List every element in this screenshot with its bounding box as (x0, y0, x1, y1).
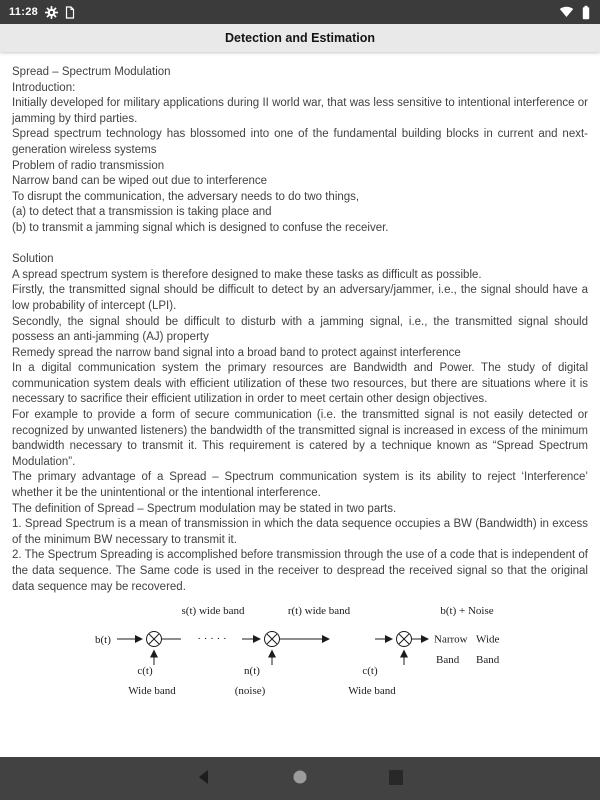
back-button[interactable] (186, 761, 222, 797)
recents-button[interactable] (378, 761, 414, 797)
tx-band-caption: Wide band (128, 685, 176, 698)
document-heading: Spread – Spectrum Modulation (12, 66, 171, 78)
paragraph: 1. Spread Spectrum is a mean of transmission in which the data sequence occupies a BW (Bandwidth) in excess of the minimum BW necessary to transmit it. (12, 518, 588, 546)
recents-icon (387, 768, 405, 790)
paragraph: Secondly, the signal should be difficult to disturb with a jamming signal, i.e., the transmitted signal should possess an anti-jamming (AJ) property (12, 315, 588, 344)
spread-signal-label: s(t) wide band (181, 605, 245, 618)
paragraph: Problem of radio transmission (12, 159, 165, 172)
battery-icon (581, 5, 591, 20)
status-time: 11:28 (9, 6, 39, 18)
input-signal-label: b(t) (95, 634, 111, 647)
paragraph: The primary advantage of a Spread – Spectrum communication system is its ability to reject ‘Interference’ whether it be the unintentional or the intentional interference. (12, 471, 588, 500)
noise-signal-label: n(t) (244, 665, 260, 678)
rx-code-label: c(t) (362, 665, 378, 678)
paragraph: Introduction: (12, 81, 76, 94)
app-bar (0, 24, 600, 52)
multiplier-icon (397, 632, 412, 647)
status-bar-left (9, 6, 75, 19)
gear-icon (45, 6, 58, 19)
paragraph: To disrupt the communication, the adversary needs to do two things, (12, 190, 360, 203)
paragraph-group (12, 252, 588, 595)
paragraph-group (12, 81, 588, 237)
paragraph: The definition of Spread – Spectrum modulation may be stated in two parts. (12, 502, 397, 515)
noise-caption: (noise) (234, 685, 266, 698)
paragraph: Narrow band can be wiped out due to interference (12, 175, 268, 188)
wide-band-label-line1: Wide (476, 633, 500, 646)
paragraph: In a digital communication system the primary resources are Bandwidth and Power. The study of digital communication system deals with efficient utilization of these two resources, but there are situations where it is necessary to sacrifice their efficient utilization in order to meet certain other design objectives. (12, 362, 588, 406)
narrow-band-label-line2: Band (436, 654, 460, 667)
paragraph: (a) to detect that a transmission is taking place and (12, 206, 272, 219)
paragraph: Initially developed for military applications during II world war, that was less sensitive to intentional interference or jamming by third parties. (12, 97, 588, 125)
back-icon (195, 768, 213, 789)
document-body (12, 81, 588, 596)
multiplier-icon (265, 632, 280, 647)
page-title: Detection and Estimation (224, 31, 376, 45)
rx-band-caption: Wide band (348, 685, 396, 698)
navigation-bar (0, 757, 600, 800)
tx-code-label: c(t) (137, 665, 153, 678)
channel-dots: · · · · · (197, 633, 227, 646)
paragraph: For example to provide a form of secure communication (i.e. the transmitted signal is not easily detected or recognized by unwanted listeners) the bandwidth of the transmitted signal is increased in excess of the minimum bandwidth necessary to transmit it. This requirement is catered by a technique known as “Spread Spectrum Modulation”. (12, 409, 588, 468)
paragraph: 2. The Spectrum Spreading is accomplished before transmission through the use of a code that is independent of the data sequence. The Same code is used in the receiver to despread the received signal so that the original data sequence may be recovered. (12, 549, 588, 593)
status-bar (0, 0, 600, 24)
wide-band-label-line2: Band (476, 654, 500, 667)
paragraph: (b) to transmit a jamming signal which is designed to confuse the receiver. (12, 221, 389, 234)
received-signal-label: r(t) wide band (287, 605, 351, 618)
multiplier-icon (147, 632, 162, 647)
paragraph: Firstly, the transmitted signal should be difficult to detect by an adversary/jammer, i.e., the signal should have a low probability of intercept (LPI). (12, 284, 588, 312)
paragraph: A spread spectrum system is therefore designed to make these tasks as difficult as possible. (12, 268, 482, 281)
document-icon (65, 6, 75, 19)
status-bar-right (559, 5, 591, 20)
home-button[interactable] (282, 761, 318, 797)
paragraph: Spread spectrum technology has blossomed into one of the fundamental building blocks in current and next-generation wireless systems (12, 128, 588, 156)
paragraph: Solution (12, 253, 54, 266)
wifi-icon (559, 6, 574, 18)
document-scroll-area[interactable] (0, 52, 600, 757)
output-signal-label: b(t) + Noise (440, 605, 494, 618)
paragraph: Remedy spread the narrow band signal into a broad band to protect against interference (12, 346, 461, 359)
home-icon (292, 769, 308, 788)
narrow-band-label-line1: Narrow (434, 633, 468, 646)
spread-spectrum-diagram (82, 601, 588, 707)
